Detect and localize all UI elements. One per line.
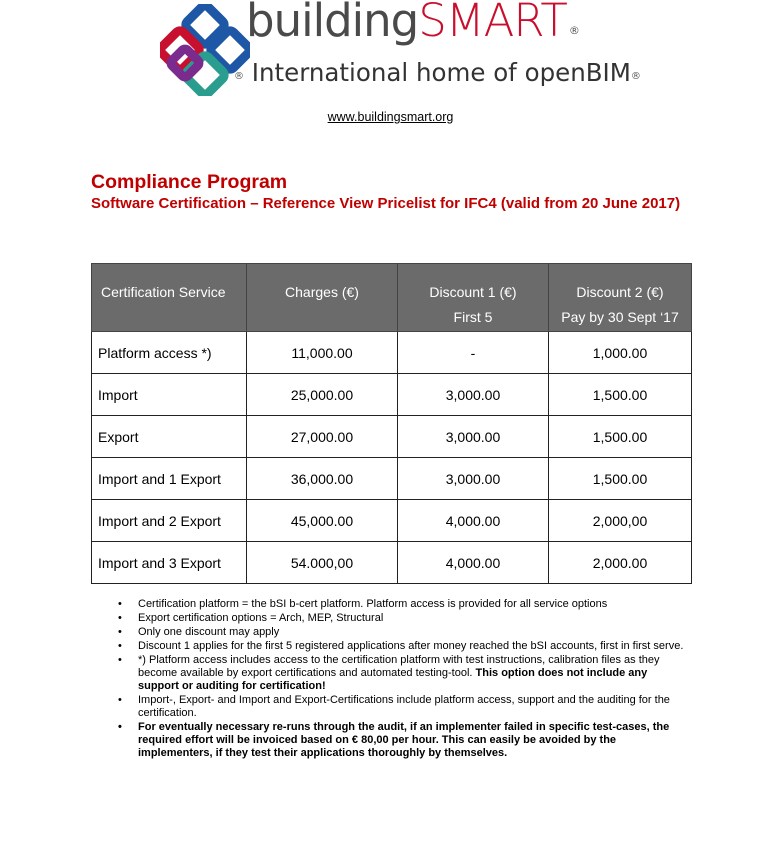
discount1-cell: 4,000.00 (398, 542, 549, 584)
logo-word-building: building (246, 0, 419, 47)
tagline-registered-mark-end: ® (630, 71, 641, 82)
page-subtitle: Software Certification – Reference View Pricelist for IFC4 (valid from 20 June 2017) (91, 195, 681, 212)
header-discount-2: Discount 2 (€) Pay by 30 Sept ‘17 (549, 264, 692, 332)
discount2-cell: 2,000.00 (549, 542, 692, 584)
header-discount-1: Discount 1 (€) First 5 (398, 264, 549, 332)
tagline-text: International home of openBIM (251, 58, 631, 87)
table-row (92, 500, 692, 542)
website-link[interactable]: www.buildingsmart.org (327, 110, 454, 124)
discount2-cell: 1,500.00 (549, 416, 692, 458)
charge-cell: 36,000.00 (247, 458, 398, 500)
notes-list (118, 598, 688, 761)
table-row (92, 374, 692, 416)
service-cell: Import and 1 Export (92, 458, 247, 500)
discount1-cell: 4,000.00 (398, 500, 549, 542)
service-cell: Platform access *) (92, 332, 247, 374)
table-row (92, 416, 692, 458)
note-text: *) Platform access includes access to the certification platform with test instructions, calibration files as they become available by export certifications and automated testing-tool. (138, 654, 660, 679)
service-cell: Import (92, 374, 247, 416)
discount1-cell: 3,000.00 (398, 416, 549, 458)
discount1-cell: - (398, 332, 549, 374)
discount2-cell: 1,500.00 (549, 374, 692, 416)
service-cell: Import and 3 Export (92, 542, 247, 584)
note-item: • Export certification options = Arch, MEP, Structural (118, 612, 688, 625)
table-row (92, 332, 692, 374)
service-cell: Export (92, 416, 247, 458)
header-certification-service: Certification Service (92, 264, 247, 332)
table-header-row (92, 264, 692, 332)
charge-cell: 25,000.00 (247, 374, 398, 416)
logo-tagline (234, 58, 641, 87)
logo-word-smart: SMART (418, 0, 567, 47)
charge-cell: 27,000.00 (247, 416, 398, 458)
note-item: • Discount 1 applies for the first 5 registered applications after money reached the bSI accounts, first in first serve. (118, 640, 688, 653)
page-title: Compliance Program (91, 171, 288, 193)
charge-cell: 11,000.00 (247, 332, 398, 374)
buildingsmart-logo (160, 0, 641, 96)
table-row (92, 542, 692, 584)
logo-registered-mark: ® (568, 24, 580, 37)
logo-wordmark (246, 0, 580, 47)
service-cell: Import and 2 Export (92, 500, 247, 542)
note-item (118, 654, 688, 693)
discount2-cell: 1,500.00 (549, 458, 692, 500)
discount2-cell: 1,000.00 (549, 332, 692, 374)
note-bold-warning: This option does not include any support or auditing for certification! (138, 667, 648, 692)
note-item: • Certification platform = the bSI b-cert platform. Platform access is provided for all service options (118, 598, 688, 611)
note-item-bold: • For eventually necessary re-runs through the audit, if an implementer failed in specific test-cases, the required effort will be invoiced based on € 80,00 per hour. This can easily be avoided by the implementers, if they test their applications thoroughly by themselves. (118, 721, 688, 760)
charge-cell: 45,000.00 (247, 500, 398, 542)
discount2-cell: 2,000,00 (549, 500, 692, 542)
note-item: • Only one discount may apply (118, 626, 688, 639)
table-row (92, 458, 692, 500)
pricelist-table (91, 263, 692, 584)
header-charges: Charges (€) (247, 264, 398, 332)
note-item: • Import-, Export- and Import and Export-Certifications include platform access, support and the auditing for the certification. (118, 694, 688, 720)
discount1-cell: 3,000.00 (398, 458, 549, 500)
discount1-cell: 3,000.00 (398, 374, 549, 416)
charge-cell: 54.000,00 (247, 542, 398, 584)
tagline-registered-mark-start: ® (234, 71, 244, 82)
